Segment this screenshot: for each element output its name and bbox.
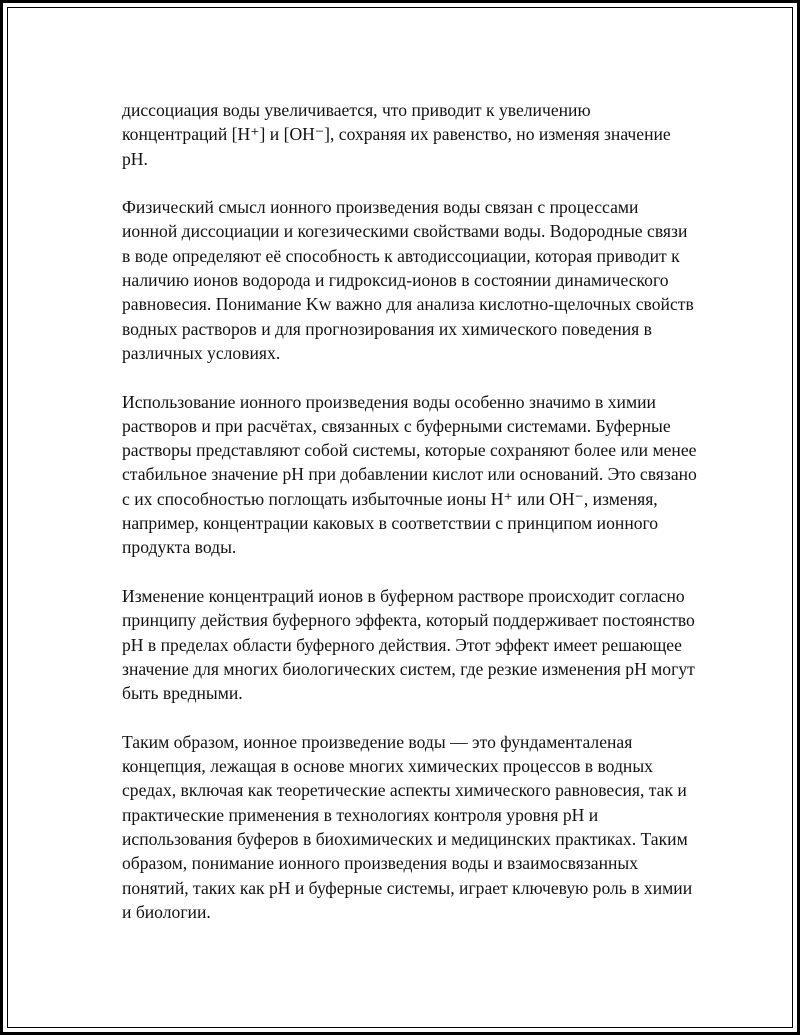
paragraph-5: Таким образом, ионное произведение воды — это фундаменталеная концепция, лежащая в основе многих химических процессов в водных средах, включая как теоретические аспекты химического равновесия, так и практические применения в технологиях контроля уровня pH и использования буферов в биохимических и медицинских практиках. Таким образом, понимание ионного произведения воды и взаимосвязанных понятий, таких как pH и буферные системы, играет ключевую роль в химии и биологии. xyxy=(122,731,693,922)
paragraph-4: Изменение концентраций ионов в буферном растворе происходит согласно принципу действия буферного эффекта, который поддерживает постоянство pH в пределах области буферного действия. Этот эффект имеет решающее значение для многих биологических систем, где резкие изменения pH могут быть вредными. xyxy=(122,585,695,704)
paragraph-1: диссоциация воды увеличивается, что приводит к увеличению концентраций [H⁺] и [OH⁻], сохраняя их равенство, но изменяя значение pH. xyxy=(122,100,671,169)
document-body xyxy=(122,98,697,948)
paragraph-2: Физический смысл ионного произведения воды связан с процессами ионной диссоциации и когезическими свойствами воды. Водородные связи в воде определяют её способность к автодиссоциации, которая приводит к наличию ионов водорода и гидроксид-ионов в состоянии динамического равновесия. Понимание Kw важно для анализа кислотно-щелочных свойств водных растворов и для прогнозирования их химического поведения в различных условиях. xyxy=(122,197,694,363)
paragraph-3: Использование ионного произведения воды особенно значимо в химии растворов и при расчётах, связанных с буферными системами. Буферные растворы представляют собой системы, которые сохраняют более или менее стабильное значение pH при добавлении кислот или оснований. Это связано с их способностью поглощать избыточные ионы H⁺ или OH⁻, изменяя, например, концентрации каковых в соответствии с принципом ионного продукта воды. xyxy=(122,391,697,558)
